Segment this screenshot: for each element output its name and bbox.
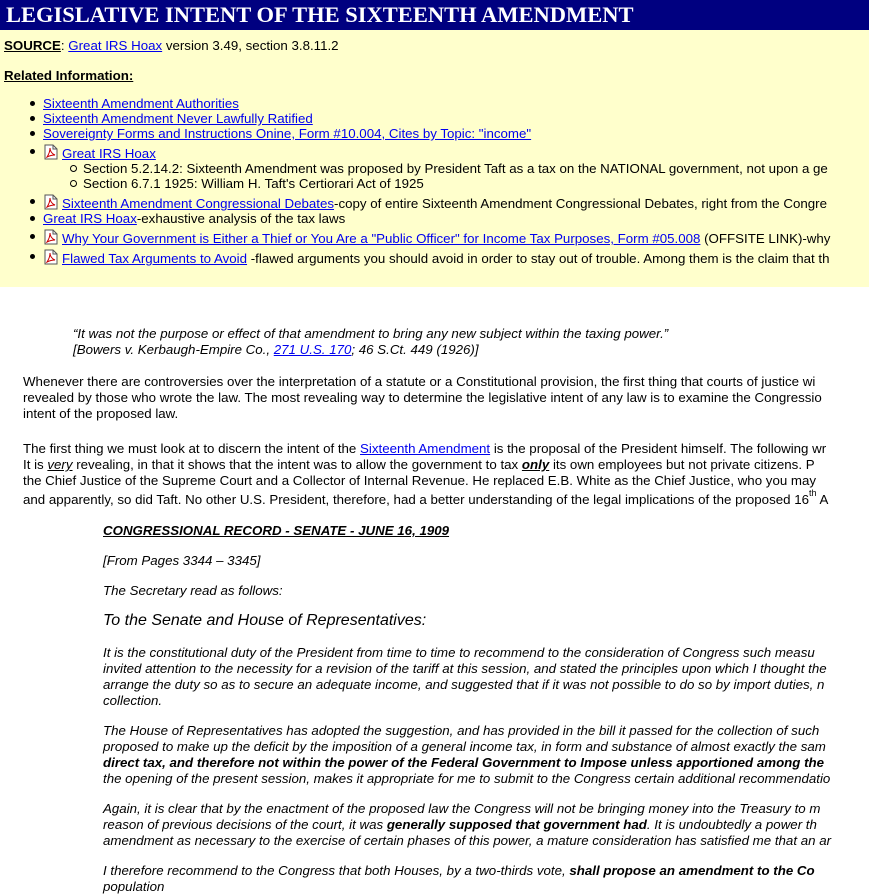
- record-pages: [From Pages 3344 – 3345]: [103, 553, 261, 568]
- item-desc: -flawed arguments you should avoid in order to stay out of trouble. Among them is the claim that th: [247, 251, 830, 266]
- list-item: [0, 211, 830, 226]
- sub-item: Section 5.2.14.2: Sixteenth Amendment was proposed by President Taft as a tax on the NATIONAL government, not upon a ge: [43, 161, 830, 176]
- pdf-icon[interactable]: [43, 249, 59, 265]
- list-item: [0, 229, 830, 246]
- item-desc: -exhaustive analysis of the tax laws: [136, 211, 346, 226]
- epigraph-quote: [73, 326, 668, 358]
- intro-paragraph: Whenever there are controversies over the interpretation of a statute or a Constitutional provision, the first thing that courts of justice wi revealed by those who wrote the law. The most revealing way to determine the legislative intent of any law is to examine the Congressio intent of the proposed law.: [23, 374, 822, 421]
- record-paragraph-1: It is the constitutional duty of the President from time to time to recommend to the consideration of Congress such measu invited attention to the necessity for a revision of the tariff at this session, and stated the principles upon which I thought the arrange the duty so as to secure an adequate income, and suggested that if it was not possible to do so by import duties, n collection.: [103, 645, 827, 708]
- sixteenth-amendment-link[interactable]: Sixteenth Amendment: [360, 441, 491, 456]
- quote-citation: [Bowers v. Kerbaugh-Empire Co., 271 U.S. 170; 46 S.Ct. 449 (1926)]: [73, 342, 479, 357]
- related-link[interactable]: Flawed Tax Arguments to Avoid: [62, 251, 248, 266]
- list-item: [0, 96, 830, 111]
- emphasis-only: only: [521, 457, 550, 472]
- record-heading: CONGRESSIONAL RECORD - SENATE - JUNE 16, 1909: [103, 523, 450, 538]
- record-paragraph-2: The House of Representatives has adopted the suggestion, and has provided in the bill it passed for the collection of such proposed to make up the deficit by the imposition of a general income tax, in form and substance of almost exactly the sam direct tax, and therefore not within the power of the Federal Government to Impose unless apportioned among the the opening of the present session, makes it appropriate for me to submit to the Congress certain additional recommendatio: [103, 723, 831, 786]
- list-item: [0, 126, 830, 141]
- item-desc: (OFFSITE LINK)-why: [700, 231, 831, 246]
- source-label: SOURCE: [4, 38, 61, 53]
- citation-link[interactable]: 271 U.S. 170: [273, 342, 352, 357]
- related-link[interactable]: Sovereignty Forms and Instructions Onine, Form #10.004, Cites by Topic: "income": [43, 126, 532, 141]
- record-paragraph-3: Again, it is clear that by the enactment of the proposed law the Congress will not be bringing money into the Treasury to m reason of previous decisions of the court, it was generally supposed that government had. It is undoubtedly a power th amendment as necessary to the exercise of certain phases of this power, a mature consideration has satisfied me that an ar: [103, 801, 832, 848]
- pdf-icon[interactable]: [43, 194, 59, 210]
- source-line: SOURCE: Great IRS Hoax version 3.49, section 3.8.11.2: [4, 38, 339, 53]
- pdf-icon[interactable]: [43, 144, 59, 160]
- list-item: [0, 194, 830, 211]
- source-version: version 3.49, section 3.8.11.2: [162, 38, 339, 53]
- related-heading: Related Information:: [4, 68, 134, 83]
- sub-list: [43, 161, 830, 191]
- related-link[interactable]: Why Your Government is Either a Thief or You Are a "Public Officer" for Income Tax Purposes, Form #05.008: [62, 231, 701, 246]
- record-secretary: The Secretary read as follows:: [103, 583, 283, 598]
- record-paragraph-4: I therefore recommend to the Congress that both Houses, by a two-thirds vote, shall propose an amendment to the Co population: [103, 863, 815, 894]
- quote-text: “It was not the purpose or effect of that amendment to bring any new subject within the taxing power.”: [73, 326, 669, 341]
- title-bar: [0, 0, 869, 30]
- related-link[interactable]: Great IRS Hoax: [43, 211, 137, 226]
- emphasis-very: very: [47, 457, 73, 472]
- page-title: LEGISLATIVE INTENT OF THE SIXTEENTH AMENDMENT: [6, 2, 634, 27]
- list-item: [0, 111, 830, 126]
- list-item: [0, 249, 830, 266]
- related-list: [0, 96, 830, 266]
- proposal-paragraph: The first thing we must look at to discern the intent of the Sixteenth Amendment is the proposal of the President himself. The following wr It is very revealing, in that it shows that the intent was to allow the government to tax only its own employees but not private citizens. P the Chief Justice of the Supreme Court and a Collector of Internal Revenue. He replaced E.B. White as the Chief Justice, who you may and apparently, so did Taft. No other U.S. President, therefore, had a better understanding of the legal implications of the proposed 16th A: [23, 441, 829, 507]
- related-link[interactable]: Great IRS Hoax: [62, 146, 156, 161]
- related-link[interactable]: Sixteenth Amendment Authorities: [43, 96, 239, 111]
- related-link[interactable]: Sixteenth Amendment Never Lawfully Ratified: [43, 111, 313, 126]
- sub-item: Section 6.7.1 1925: William H. Taft's Certiorari Act of 1925: [43, 176, 830, 191]
- list-item: [0, 144, 830, 191]
- record-salutation: To the Senate and House of Representatives:: [103, 612, 427, 629]
- source-link[interactable]: Great IRS Hoax: [68, 38, 163, 53]
- item-desc: -copy of entire Sixteenth Amendment Congressional Debates, right from the Congre: [334, 196, 828, 211]
- related-info-panel: [0, 30, 869, 287]
- related-link[interactable]: Sixteenth Amendment Congressional Debates: [62, 196, 335, 211]
- pdf-icon[interactable]: [43, 229, 59, 245]
